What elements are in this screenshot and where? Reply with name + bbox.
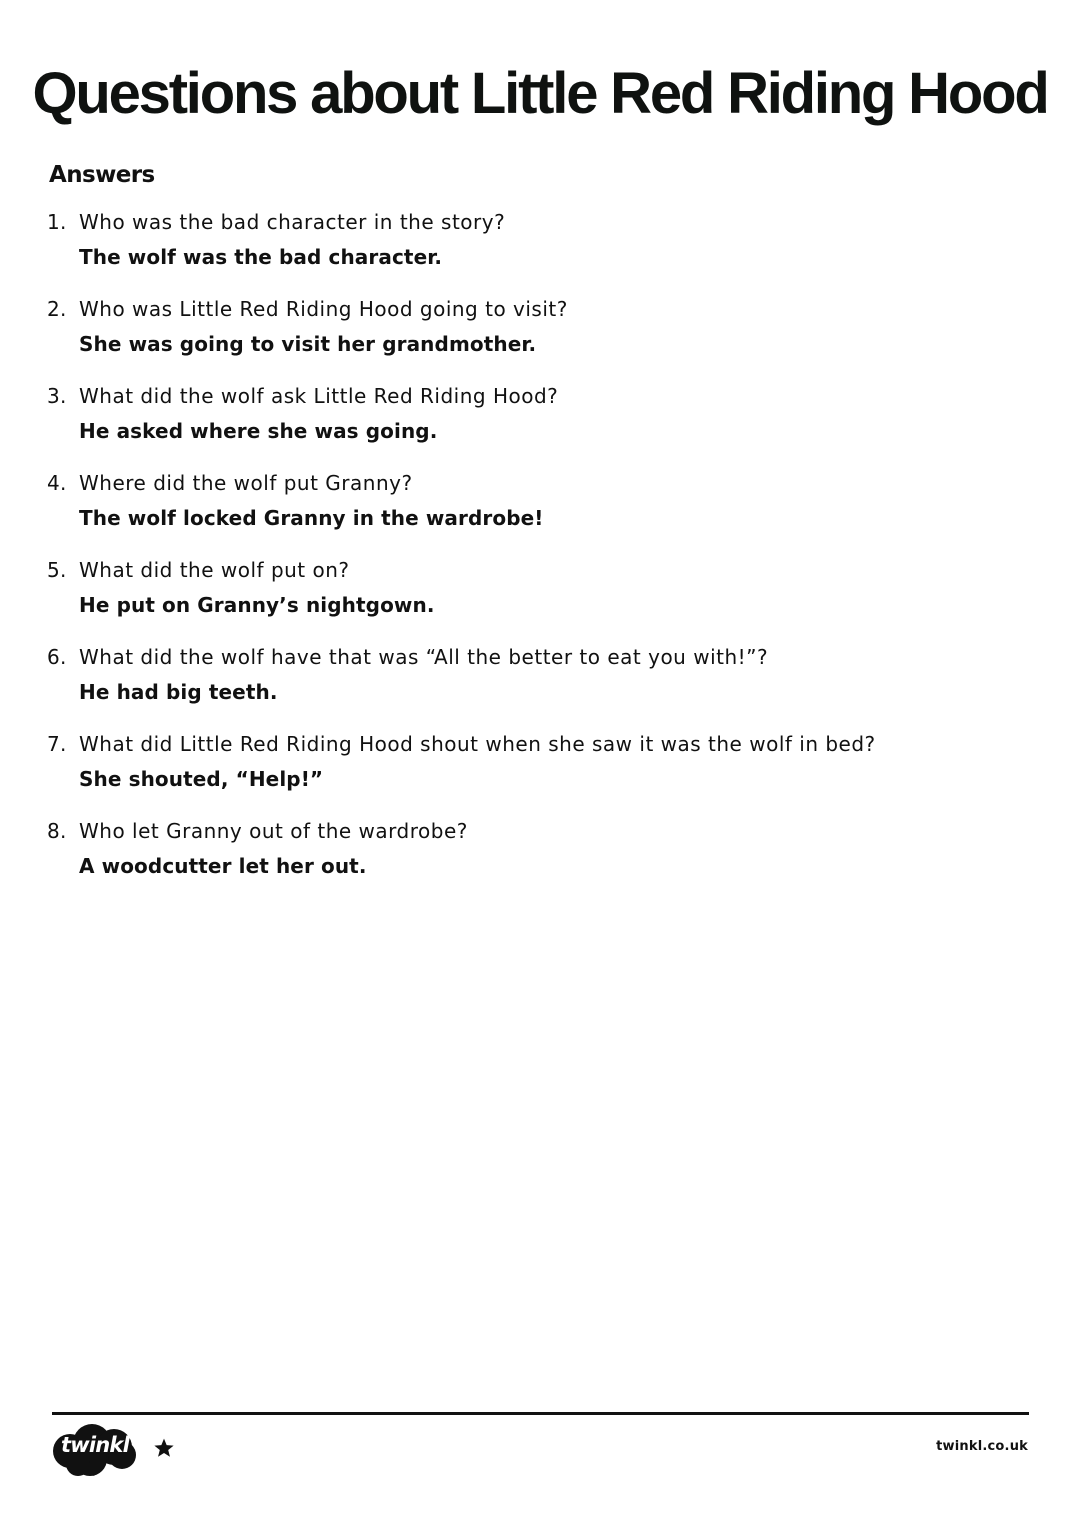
question-number: 1. xyxy=(47,210,67,234)
question-text: What did the wolf ask Little Red Riding Hood? xyxy=(79,384,559,408)
question-text: Where did the wolf put Granny? xyxy=(79,471,413,495)
question-number: 6. xyxy=(47,645,67,669)
answer-text: The wolf locked Granny in the wardrobe! xyxy=(79,506,544,530)
twinkl-logo[interactable] xyxy=(50,1421,138,1477)
page-title: Questions about Little Red Riding Hood xyxy=(32,61,1048,126)
question-item xyxy=(47,640,1007,727)
question-item xyxy=(47,292,1007,379)
question-item xyxy=(47,727,1007,814)
answer-text: She shouted, “Help!” xyxy=(79,767,324,791)
question-item xyxy=(47,379,1007,466)
answer-text: He put on Granny’s nightgown. xyxy=(79,593,435,617)
answer-text: He had big teeth. xyxy=(79,680,278,704)
question-item xyxy=(47,814,1007,901)
question-list xyxy=(47,205,1007,901)
section-subtitle: Answers xyxy=(49,162,155,188)
question-number: 7. xyxy=(47,732,67,756)
question-item xyxy=(47,466,1007,553)
question-text: Who was Little Red Riding Hood going to visit? xyxy=(79,297,568,321)
question-number: 5. xyxy=(47,558,67,582)
star-icon xyxy=(153,1437,175,1459)
question-item xyxy=(47,205,1007,292)
footer-divider xyxy=(52,1412,1029,1415)
answer-text: He asked where she was going. xyxy=(79,419,438,443)
question-text: Who was the bad character in the story? xyxy=(79,210,506,234)
question-number: 2. xyxy=(47,297,67,321)
answer-text: She was going to visit her grandmother. xyxy=(79,332,537,356)
question-text: Who let Granny out of the wardrobe? xyxy=(79,819,468,843)
question-text: What did the wolf put on? xyxy=(79,558,350,582)
website-link[interactable]: twinkl.co.uk xyxy=(936,1439,1028,1454)
question-number: 3. xyxy=(47,384,67,408)
question-number: 4. xyxy=(47,471,67,495)
question-number: 8. xyxy=(47,819,67,843)
question-item xyxy=(47,553,1007,640)
question-text: What did the wolf have that was “All the better to eat you with!”? xyxy=(79,645,769,669)
answer-text: The wolf was the bad character. xyxy=(79,245,443,269)
logo-text: twinkl xyxy=(61,1433,129,1457)
question-text: What did Little Red Riding Hood shout when she saw it was the wolf in bed? xyxy=(79,732,876,756)
answer-text: A woodcutter let her out. xyxy=(79,854,367,878)
